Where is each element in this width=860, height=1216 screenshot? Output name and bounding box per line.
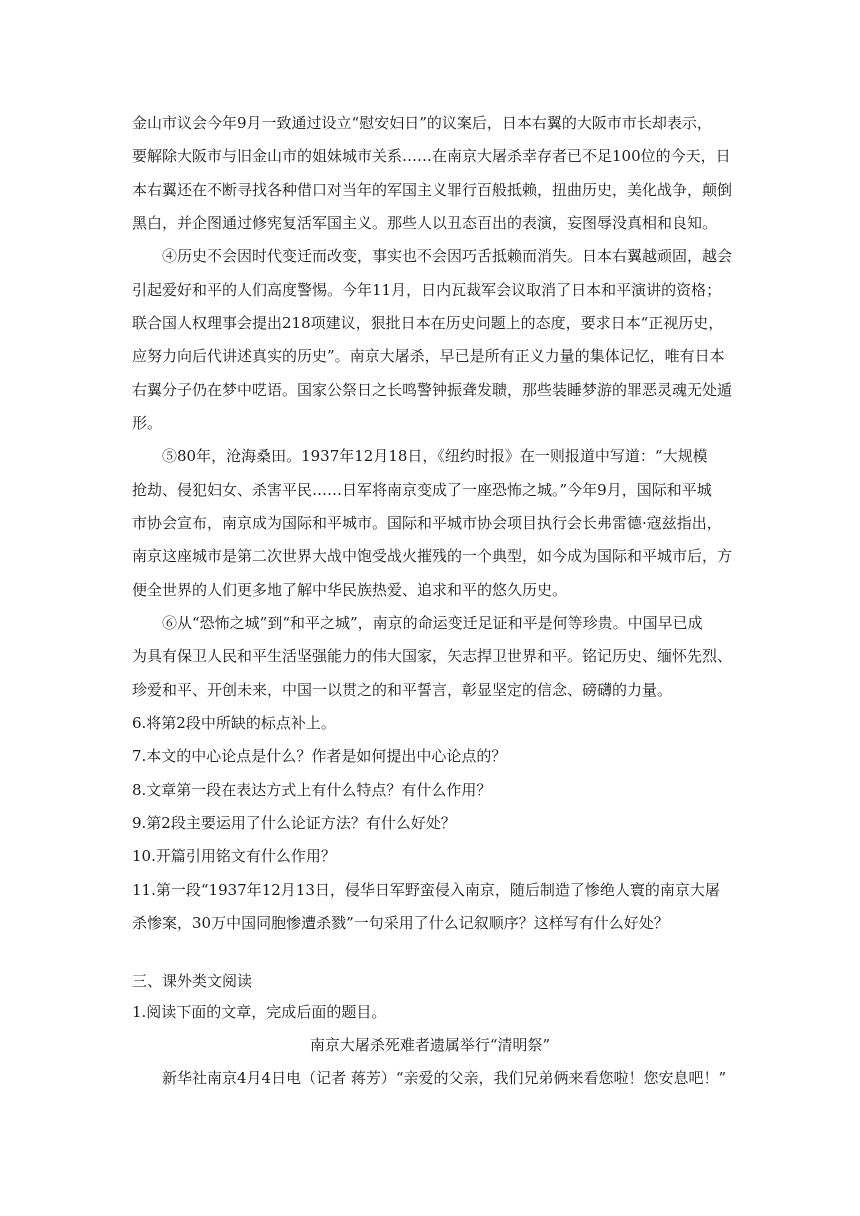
question-7: 7.本文的中心论点是什么？作者是如何提出中心论点的？ [132,747,507,765]
section-heading: 三、课外类文阅读 [132,972,253,990]
paragraph-5-line: 抢劫、侵犯妇女、杀害平民……日军将南京变成了一座恐怖之城。”今年9月，国际和平城 [132,481,712,499]
paragraph-6-line: 为具有保卫人民和平生活坚强能力的伟大国家，矢志捍卫世界和平。铭记历史、缅怀先烈、 [132,647,733,665]
paragraph-6-line: ⑥从“恐怖之城”到“和平之城”，南京的命运变迁足证和平是何等珍贵。中国早已成 [162,614,703,632]
paragraph-5-line: 南京这座城市是第二次世界大战中饱受战火摧残的一个典型，如今成为国际和平城市后，方 [132,547,733,565]
section-instruction: 1.阅读下面的文章，完成后面的题目。 [132,1003,387,1021]
paragraph-3-line: 金山市议会今年9月一致通过设立“慰安妇日”的议案后，日本右翼的大阪市市长却表示， [132,114,712,132]
paragraph-4-line: 联合国人权理事会提出218项建议，狠批日本在历史问题上的态度，要求日本“正视历史， [132,314,724,332]
question-8: 8.文章第一段在表达方式上有什么特点？有什么作用？ [132,781,492,799]
article-first-line: 新华社南京4月4日电（记者 蒋芳）“亲爱的父亲，我们兄弟俩来看您啦！您安息吧！” [162,1069,727,1087]
paragraph-4-line: ④历史不会因时代变迁而改变，事实也不会因巧舌抵赖而消失。日本右翼越顽固，越会 [162,247,733,265]
article-title: 南京大屠杀死难者遗属举行“清明祭” [309,1036,551,1054]
question-9: 9.第2段主要运用了什么论证方法？有什么好处？ [132,814,456,832]
question-11-line: 11.第一段“1937年12月13日，侵华日军野蛮侵入南京，随后制造了惨绝人寰的南京大屠 [132,881,720,899]
paragraph-5-line: 市协会宣布，南京成为国际和平城市。国际和平城市协会项目执行会长弗雷德·寇兹指出， [132,514,722,532]
question-6: 6.将第2段中所缺的标点补上。 [132,714,336,732]
paragraph-4-line: 应努力向后代讲述真实的历史”。南京大屠杀，早已是所有正义力量的集体记忆，唯有日本 [132,347,725,365]
paragraph-3-line: 本右翼还在不断寻找各种借口对当年的军国主义罪行百般抵赖，扭曲历史，美化战争，颠倒 [132,181,733,199]
paragraph-4-line: 形。 [132,414,163,432]
paragraph-4-line: 右翼分子仍在梦中呓语。国家公祭日之长鸣警钟振聋发聩，那些装睡梦游的罪恶灵魂无处遁 [132,381,733,399]
paragraph-3-line: 要解除大阪市与旧金山市的姐妹城市关系……在南京大屠杀幸存者已不足100位的今天，日 [132,147,731,165]
paragraph-4-line: 引起爱好和平的人们高度警惕。今年11月，日内瓦裁军会议取消了日本和平演讲的资格； [132,281,722,299]
paragraph-5-line: 便全世界的人们更多地了解中华民族热爱、追求和平的悠久历史。 [132,581,568,599]
question-11-line: 杀惨案，30万中国同胞惨遭杀戮”一句采用了什么记叙顺序？这样写有什么好处？ [132,914,669,932]
question-10: 10.开篇引用铭文有什么作用？ [132,847,336,865]
paragraph-3-line: 黑白，并企图通过修宪复活军国主义。那些人以丑态百出的表演，妄图辱没真相和良知。 [132,214,718,232]
paragraph-5-line: ⑤80年，沧海桑田。1937年12月18日，《纽约时报》在一则报道中写道：“大规模 [162,447,708,465]
paragraph-6-line: 珍爱和平、开创未来，中国一以贯之的和平誓言，彰显坚定的信念、磅礴的力量。 [132,681,673,699]
